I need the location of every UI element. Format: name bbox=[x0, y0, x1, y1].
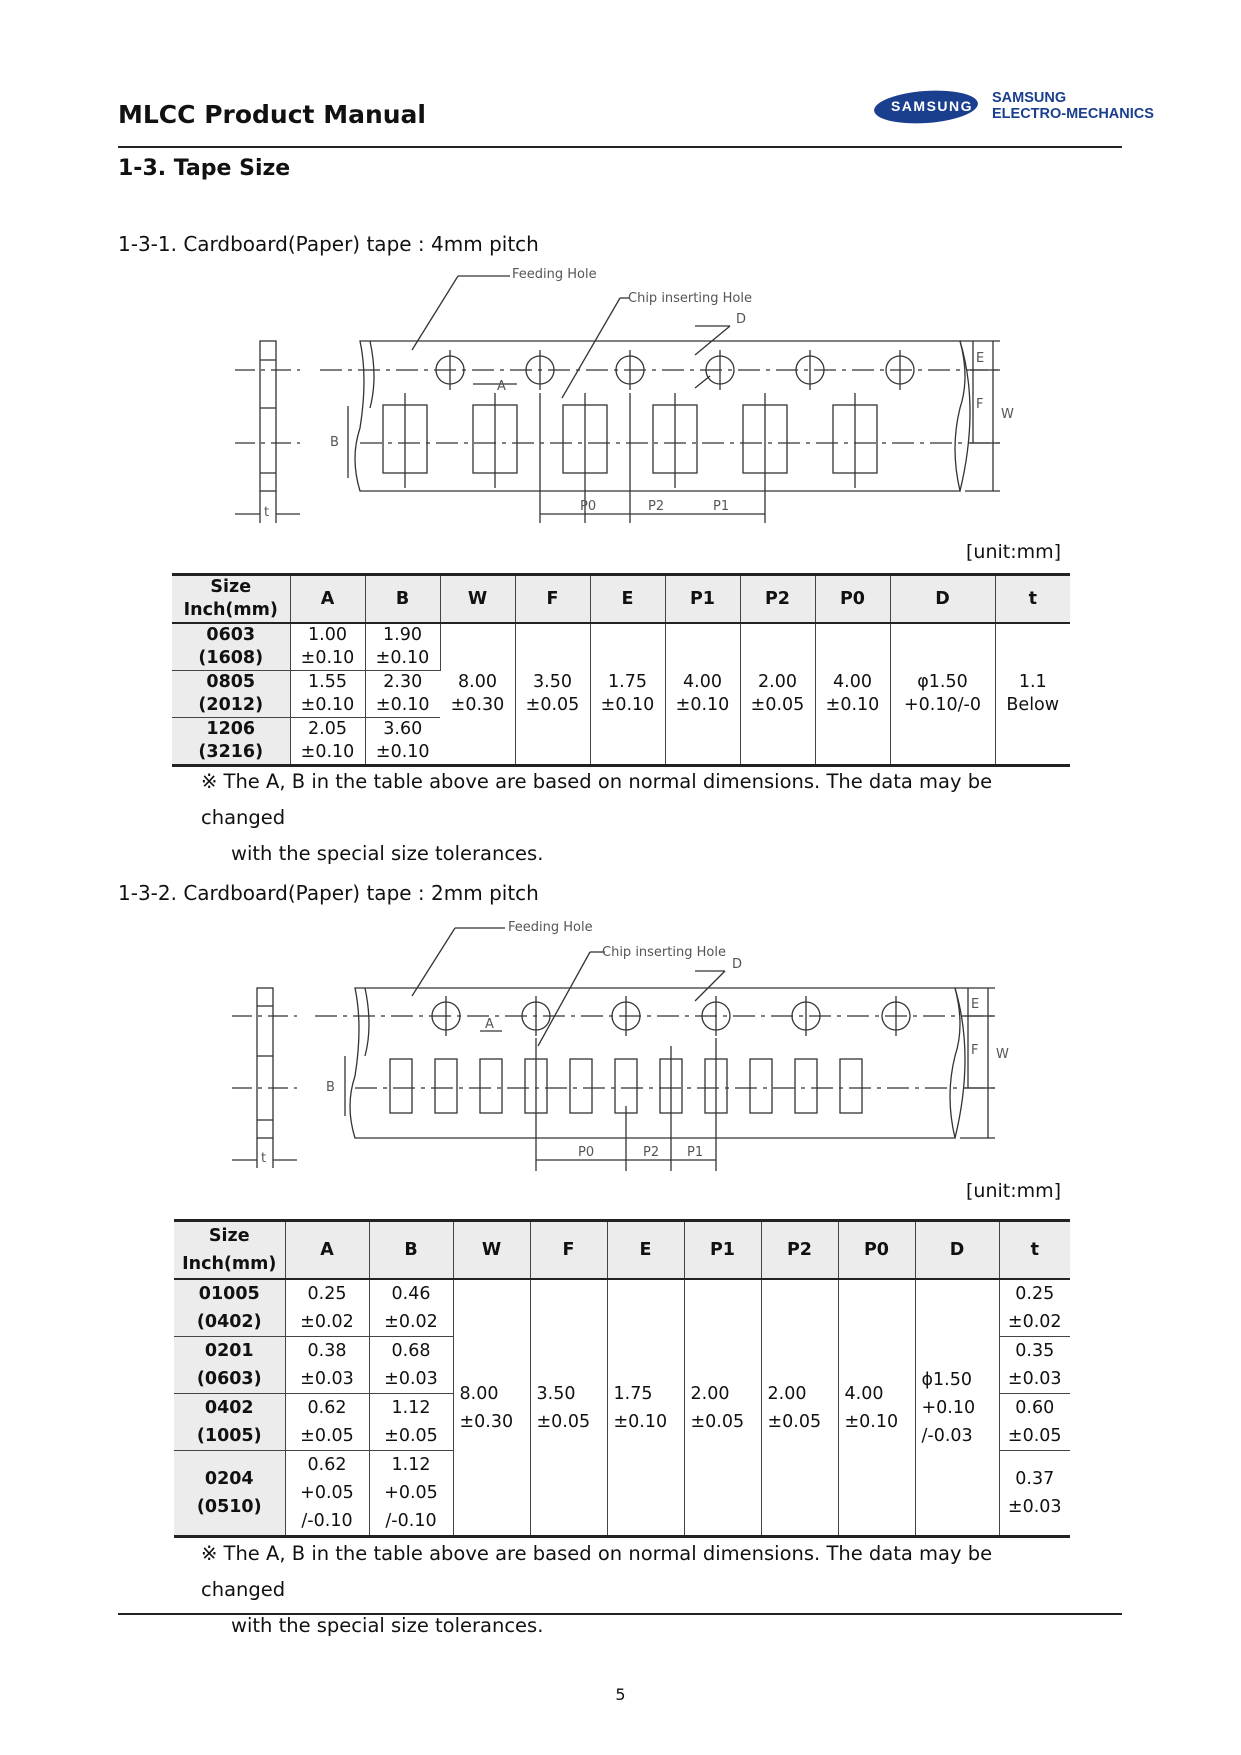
table-row: 0402 (1005) 0.62 ±0.05 1.12 ±0.05 0.60 ±0.05 bbox=[174, 1394, 1070, 1451]
svg-text:t: t bbox=[264, 505, 270, 520]
note-2mm: ※ The A, B in the table above are based on normal dimensions. The data may be changed with the special size tolerances. bbox=[201, 1542, 993, 1637]
header-size: Size Inch(mm) bbox=[174, 1221, 285, 1280]
svg-text:B: B bbox=[330, 435, 339, 450]
tape-spec-table-2mm: Size Inch(mm) A B W F E P1 P2 P0 D t 01005 (0402) 0.25 ±0.02 0.46 ±0.02 8.00 ±0.30 3.50 ±0.05 1.75 ±0.10 2.00 ±0.05 2.00 ±0.05 4.00 ±0.10 ϕ1.50 +0.10 /-0.03 0.25 ±0.02 0201 (0603) 0.38 ±0.03 0.68 ±0.03 0.35 ±0.03 0402 (1005) 0.62 ±0.05 1.12 ±0.05 0.60 ±0.05 0204 (0510) 0.62 +0.05 /-0.10 1.12 +0.05 /-0.10 0.37 ±0.03 bbox=[174, 1219, 1070, 1538]
svg-text:F: F bbox=[971, 1043, 979, 1058]
svg-text:A: A bbox=[497, 379, 506, 394]
svg-text:Feeding Hole: Feeding Hole bbox=[512, 267, 597, 282]
svg-text:W: W bbox=[996, 1047, 1009, 1062]
tape-spec-table-4mm: Size Inch(mm) A B W F E P1 P2 P0 D t 0603 (1608) 1.00 ±0.10 1.90 ±0.10 8.00 ±0.30 3.50 ±0.05 1.75 ±0.10 4.00 ±0.10 2.00 ±0.05 4.00 ±0.10 φ1.50 +0.10/-0 1.1 Below 0805 (2012) 1.55 ±0.10 2.30 ±0.10 1206 (3216) 2.05 ±0.10 3.60 ±0.10 bbox=[172, 573, 1070, 767]
svg-text:P0: P0 bbox=[578, 1145, 595, 1160]
page-number: 5 bbox=[615, 1685, 626, 1704]
svg-text:E: E bbox=[976, 351, 985, 366]
note-4mm: ※ The A, B in the table above are based on normal dimensions. The data may be changed with the special size tolerances. bbox=[201, 770, 993, 865]
svg-text:P1: P1 bbox=[687, 1145, 704, 1160]
subsection-title-2mm: 1-3-2. Cardboard(Paper) tape : 2mm pitch bbox=[118, 881, 539, 905]
svg-text:E: E bbox=[971, 997, 980, 1012]
table-row: 0204 (0510) 0.62 +0.05 /-0.10 1.12 +0.05 /-0.10 0.37 ±0.03 bbox=[174, 1451, 1070, 1537]
logo-wordmark: SAMSUNG bbox=[890, 98, 974, 114]
unit-label-2mm: [unit:mm] bbox=[966, 1180, 1062, 1202]
document-title: MLCC Product Manual bbox=[118, 100, 426, 129]
tape-diagram-2mm bbox=[200, 906, 1060, 1186]
table-row: 0805 (2012) 1.55 ±0.10 2.30 ±0.10 bbox=[172, 671, 1070, 718]
table-row: 1206 (3216) 2.05 ±0.10 3.60 ±0.10 bbox=[172, 718, 1070, 766]
tape-diagram-4mm bbox=[200, 258, 1060, 538]
header-divider bbox=[118, 146, 1122, 148]
svg-text:P2: P2 bbox=[648, 499, 665, 514]
subsection-title-4mm: 1-3-1. Cardboard(Paper) tape : 4mm pitch bbox=[118, 232, 539, 256]
logo-company-name: SAMSUNG ELECTRO-MECHANICS bbox=[992, 90, 1154, 122]
svg-text:D: D bbox=[736, 312, 747, 327]
svg-text:P0: P0 bbox=[580, 499, 597, 514]
svg-text:P2: P2 bbox=[643, 1145, 660, 1160]
svg-text:t: t bbox=[261, 1151, 267, 1166]
svg-text:Chip inserting Hole: Chip inserting Hole bbox=[628, 291, 752, 306]
footer-divider bbox=[118, 1613, 1122, 1615]
table-row: 0603 (1608) 1.00 ±0.10 1.90 ±0.10 8.00 ±0.30 3.50 ±0.05 1.75 ±0.10 4.00 ±0.10 2.00 ±0.05 4.00 ±0.10 φ1.50 +0.10/-0 1.1 Below bbox=[172, 623, 1070, 671]
svg-text:B: B bbox=[326, 1080, 335, 1095]
table-row: 01005 (0402) 0.25 ±0.02 0.46 ±0.02 8.00 ±0.30 3.50 ±0.05 1.75 ±0.10 2.00 ±0.05 2.00 ±0.05 4.00 ±0.10 ϕ1.50 +0.10 /-0.03 0.25 ±0.02 bbox=[174, 1279, 1070, 1337]
svg-text:Chip inserting Hole: Chip inserting Hole bbox=[602, 945, 726, 960]
svg-text:Feeding Hole: Feeding Hole bbox=[508, 920, 593, 935]
unit-label-4mm: [unit:mm] bbox=[966, 541, 1062, 563]
table-row: 0201 (0603) 0.38 ±0.03 0.68 ±0.03 0.35 ±0.03 bbox=[174, 1337, 1070, 1394]
section-title: 1-3. Tape Size bbox=[118, 156, 291, 181]
svg-text:F: F bbox=[976, 397, 984, 412]
svg-text:P1: P1 bbox=[713, 499, 730, 514]
svg-text:W: W bbox=[1001, 407, 1014, 422]
header-size: Size Inch(mm) bbox=[172, 575, 290, 624]
svg-text:A: A bbox=[485, 1017, 494, 1032]
svg-text:D: D bbox=[732, 957, 743, 972]
